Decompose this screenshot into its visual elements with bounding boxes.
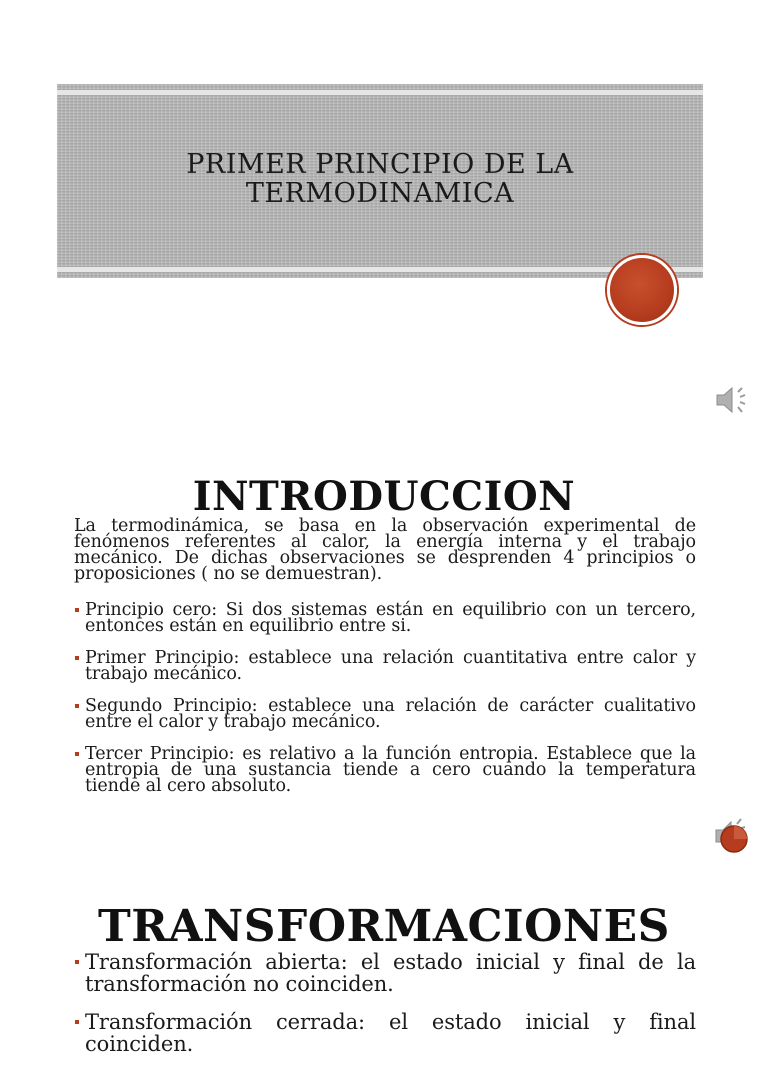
speaker-icon[interactable]	[712, 380, 752, 420]
intro-bullet-list	[74, 602, 696, 810]
bullet-square-icon	[75, 704, 79, 708]
list-item-text: Transformación cerrada: el estado inicial y final coinciden.	[85, 1010, 696, 1056]
list-item	[74, 602, 696, 634]
transformations-bullet-list	[74, 951, 696, 1071]
bullet-square-icon	[75, 960, 79, 964]
banner-stripe-bottom	[57, 267, 703, 272]
bullet-square-icon	[75, 608, 79, 612]
decorative-red-circle	[607, 255, 677, 325]
bullet-square-icon	[75, 752, 79, 756]
list-item-text: Primer Principio: establece una relación cuantitativa entre calor y trabajo mecánico.	[85, 648, 696, 684]
title-banner	[57, 84, 703, 278]
list-item	[74, 746, 696, 794]
intro-heading: INTRODUCCION	[192, 473, 576, 520]
slide-title-line-1: PRIMER PRINCIPIO DE LA	[186, 149, 574, 180]
bullet-square-icon	[75, 1020, 79, 1024]
list-item-text: Tercer Principio: es relativo a la función entropia. Establece que la entropia de una sustancia tiende a cero cuando la temperatura tiende al cero absoluto.	[85, 744, 696, 796]
slide-title-line-2: TERMODINAMICA	[245, 178, 515, 209]
banner-stripe-top	[57, 90, 703, 95]
speaker-active-icon[interactable]	[712, 812, 754, 858]
bullet-square-icon	[75, 656, 79, 660]
list-item	[74, 1011, 696, 1055]
list-item	[74, 951, 696, 995]
list-item-text: Principio cero: Si dos sistemas están en equilibrio con un tercero, entonces están en equilibrio entre si.	[85, 600, 696, 636]
transformations-heading: TRANSFORMACIONES	[98, 901, 670, 952]
slide-title	[57, 150, 703, 208]
list-item	[74, 698, 696, 730]
list-item	[74, 650, 696, 682]
list-item-text: Transformación abierta: el estado inicial y final de la transformación no coinciden.	[85, 950, 696, 996]
intro-paragraph: La termodinámica, se basa en la observación experimental de fenómenos referentes al calor, la energía interna y el trabajo mecánico. De dichas observaciones se desprenden 4 principios o proposiciones ( no se demuestran).	[74, 516, 696, 584]
list-item-text: Segundo Principio: establece una relación de carácter cualitativo entre el calor y trabajo mecánico.	[85, 696, 696, 732]
